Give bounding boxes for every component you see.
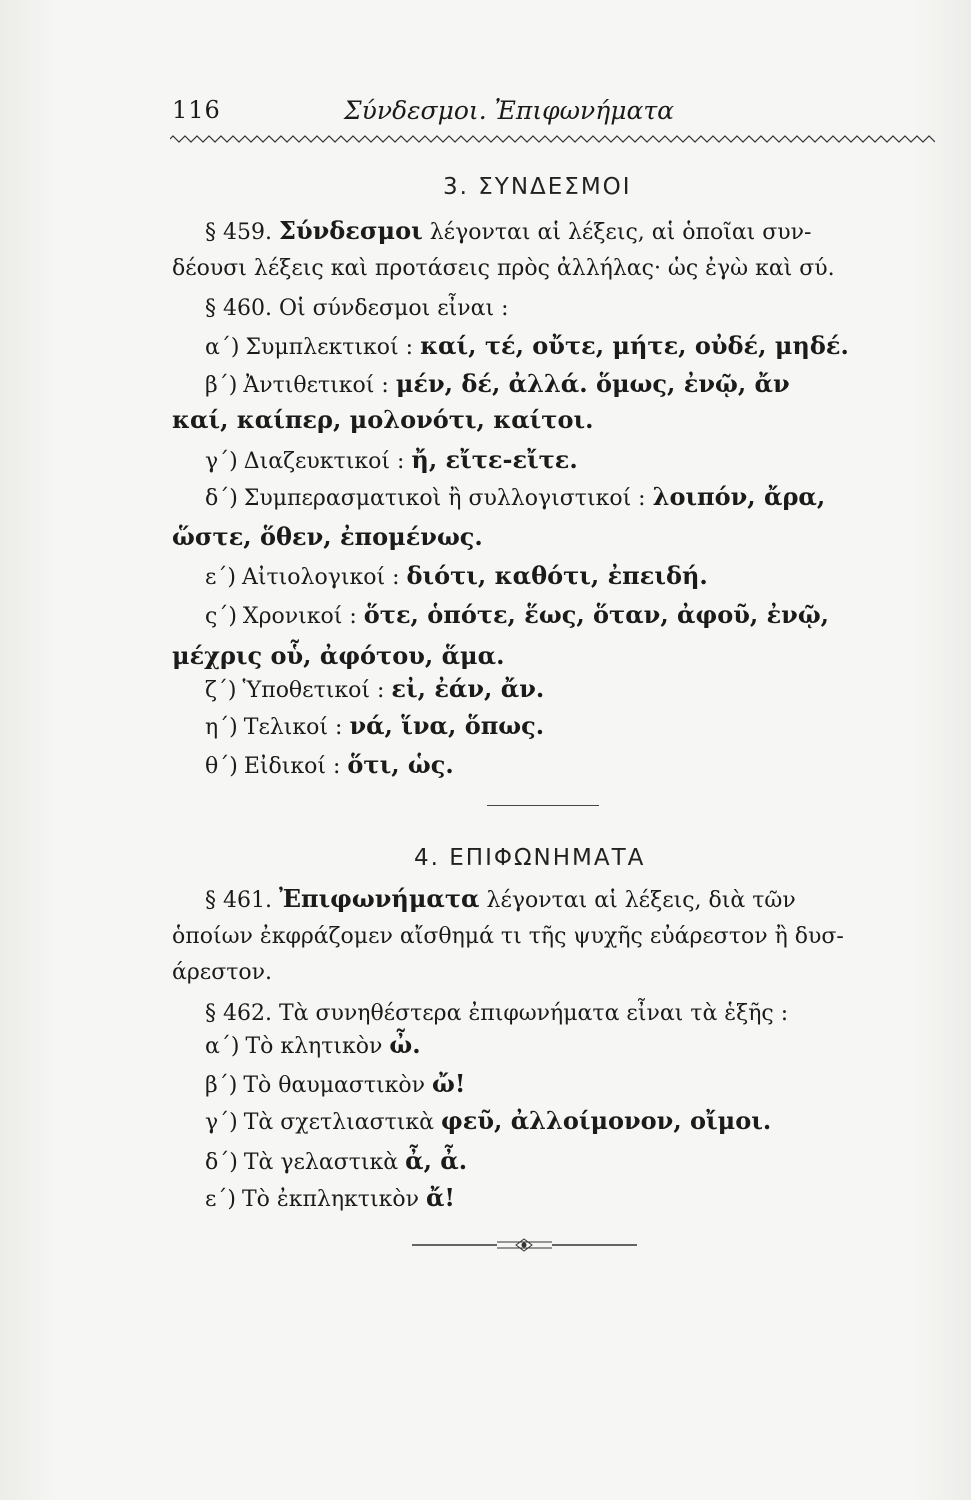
example-words: ἆ, ἆ.: [405, 1146, 468, 1175]
item-category: Χρονικοί :: [242, 604, 357, 629]
paragraph-461-line-2: ὁποίων ἐκφράζομεν αἴσθημά τι τῆς ψυχῆς εὐάρεστον ἢ δυσ-: [172, 924, 844, 949]
paragraph-mark: § 459.: [205, 220, 272, 245]
paragraph-mark: § 461.: [205, 888, 272, 913]
item-category: Ὑποθετικοί :: [242, 678, 385, 703]
list-item: [205, 327, 965, 365]
example-words: καί, καίπερ, μολονότι, καίτοι.: [172, 405, 594, 434]
list-item: [205, 1179, 965, 1217]
item-label: γ΄): [205, 1110, 238, 1135]
list-item: [205, 365, 965, 403]
list-item-continuation: [172, 401, 932, 439]
item-label: ζ΄): [205, 678, 237, 703]
item-label: δ΄): [205, 486, 238, 511]
example-words: ἄ!: [425, 1183, 455, 1212]
item-label: β΄): [205, 373, 238, 398]
item-category: Εἰδικοί :: [243, 754, 341, 779]
example-words: καί, τέ, οὔτε, μήτε, οὐδέ, μηδέ.: [420, 331, 849, 360]
example-words: ὥστε, ὅθεν, ἐπομένως.: [172, 522, 483, 551]
example-words: ὦ.: [389, 1030, 421, 1059]
running-title: Σύνδεσμοι. Ἐπιφωνήματα: [344, 96, 675, 125]
list-item: [205, 596, 965, 634]
list-item-continuation: [172, 518, 932, 556]
item-category: Τὰ σχετλιαστικὰ: [243, 1110, 435, 1135]
item-category: Τὸ θαυμαστικὸν: [243, 1073, 426, 1098]
paragraph-461-line-3: άρεστον.: [172, 960, 272, 985]
example-words: λοιπόν, ἄρα,: [652, 482, 826, 511]
item-label: δ΄): [205, 1150, 238, 1175]
item-category: Τὸ κλητικὸν: [245, 1034, 383, 1059]
item-label: η΄): [205, 715, 238, 740]
page-number: 116: [172, 96, 221, 124]
item-label: θ΄): [205, 754, 238, 779]
list-item: [205, 1102, 965, 1140]
list-item: [205, 1065, 965, 1103]
item-label: γ΄): [205, 449, 238, 474]
paragraph-459-line-2: δέουσι λέξεις καὶ προτάσεις πρὸς ἀλλήλας· ὡς ἐγὼ καὶ σύ.: [172, 256, 835, 281]
section-heading-conjunctions: 3. ΣΥΝΔΕΣΜΟΙ: [443, 174, 632, 200]
item-category: Τὰ γελαστικὰ: [243, 1150, 399, 1175]
defined-term: Ἐπιφωνήματα: [278, 884, 480, 913]
paragraph-461-line-1: [205, 880, 965, 918]
item-category: Τελικοί :: [243, 715, 343, 740]
item-label: α΄): [205, 335, 240, 360]
example-words: ἤ, εἴτε-εἴτε.: [411, 445, 578, 474]
item-label: ς΄): [205, 604, 237, 629]
list-item: [205, 557, 965, 595]
example-words: ὅτε, ὁπότε, ἕως, ὅταν, ἀφοῦ, ἐνῷ,: [363, 600, 830, 629]
end-ornament: [412, 1236, 637, 1254]
example-words: διότι, καθότι, ἐπειδή.: [406, 561, 708, 590]
wavy-rule: [170, 134, 935, 144]
list-item: [205, 441, 965, 479]
list-item: [205, 707, 965, 745]
item-category: Συμπλεκτικοί :: [245, 335, 414, 360]
list-item: [205, 478, 965, 516]
item-category: Τὸ ἐκπληκτικὸν: [241, 1187, 419, 1212]
example-words: εἰ, ἐάν, ἄν.: [391, 674, 545, 703]
paragraph-460: § 460. Οἱ σύνδεσμοι εἶναι :: [205, 296, 509, 321]
example-words: μέν, δέ, ἀλλά. ὅμως, ἐνῷ, ἄν: [395, 369, 790, 398]
list-item: [205, 1026, 965, 1064]
page-header: [172, 96, 932, 130]
defined-term: Σύνδεσμοι: [278, 216, 423, 245]
section-heading-interjections: 4. ΕΠΙΦΩΝΗΜΑΤΑ: [414, 845, 646, 871]
paragraph-462: § 462. Τὰ συνηθέστερα ἐπιφωνήματα εἶναι τὰ ἑξῆς :: [205, 1001, 789, 1026]
example-words: φεῦ, ἀλλοίμονον, οἴμοι.: [441, 1106, 772, 1135]
example-words: ὅτι, ὡς.: [347, 750, 454, 779]
item-category: Συμπερασματικοὶ ἢ συλλογιστικοί :: [243, 486, 646, 511]
example-words: ὤ!: [432, 1069, 466, 1098]
item-category: Διαζευκτικοί :: [243, 449, 405, 474]
item-label: ε΄): [205, 565, 236, 590]
paragraph-459-line-1: [205, 212, 965, 250]
list-item: [205, 1142, 965, 1180]
list-item: [205, 670, 965, 708]
list-item: [205, 746, 965, 784]
item-label: β΄): [205, 1073, 238, 1098]
paragraph-text: λέγονται αἱ λέξεις, αἱ ὁποῖαι συν-: [422, 220, 812, 245]
paragraph-text: λέγονται αἱ λέξεις, διὰ τῶν: [479, 888, 796, 913]
item-category: Ἀντιθετικοί :: [243, 373, 389, 398]
example-words: νά, ἵνα, ὅπως.: [349, 711, 545, 740]
item-category: Αἰτιολογικοί :: [241, 565, 400, 590]
item-label: ε΄): [205, 1187, 236, 1212]
section-divider: [487, 805, 599, 806]
item-label: α΄): [205, 1034, 240, 1059]
example-words: μέχρις οὗ, ἀφότου, ἅμα.: [172, 641, 505, 670]
